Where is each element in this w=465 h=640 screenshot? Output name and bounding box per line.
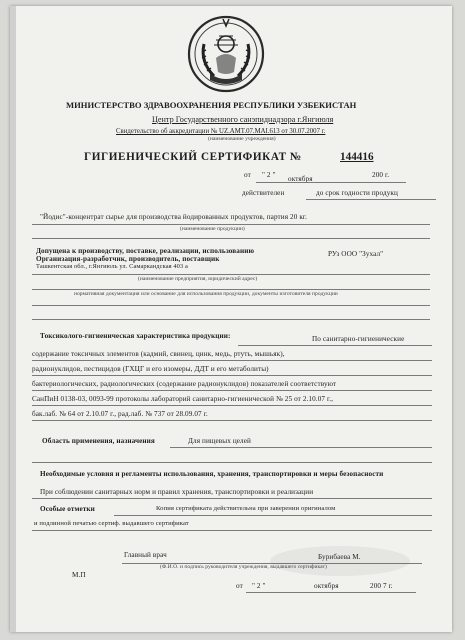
- permitted-line-3: Ташкентская обл., г.Янгиюль ул. Самаркандская 403 а: [36, 263, 188, 270]
- copy-edge-shadow: [10, 6, 16, 632]
- conditions-label: Необходимые условия и регламенты использования, хранения, транспортировки и меры безопасности: [40, 470, 384, 478]
- notes-line-2: и подлинной печатью сертиф. выдавшего сертификат: [34, 520, 189, 527]
- product-name: "Йодис"-концентрат сырье для производства йодированных продуктов, партия 20 кг.: [40, 213, 308, 221]
- bottom-date-year: 200 7 г.: [370, 582, 393, 590]
- product-caption: (наименование продукции): [180, 226, 245, 232]
- address-caption: (наименование предприятия, юридический адрес): [138, 276, 258, 282]
- company-name: РУз ООО "Зухал": [328, 250, 384, 258]
- characteristics-label: Токсиколого-гигиеническая характеристика продукции:: [40, 332, 231, 340]
- characteristics-line: СанПиН 0138-03, 0093-99 протоколы лабораторий санитарно-гигиенической № 25 от 2.10.07 г.,: [32, 395, 334, 403]
- signer-role: Главный врач: [124, 551, 167, 559]
- characteristics-line: бактериологических, радиологических (содержание радионуклидов) показателей соответствуют: [32, 380, 337, 388]
- signer-caption: (Ф.И.О. и подпись руководителя учреждения, выдавшего сертификат): [160, 564, 327, 570]
- certificate-sheet: [10, 6, 452, 632]
- stamp-place: М.П: [72, 571, 86, 579]
- date-prefix: от: [244, 171, 251, 179]
- ministry-heading: МИНИСТЕРСТВО ЗДРАВООХРАНЕНИЯ РЕСПУБЛИКИ УЗБЕКИСТАН: [66, 100, 357, 110]
- date-year: 200 г.: [372, 171, 390, 179]
- center-name: Центр Государственного санэпиднадзора г.Янгиюля: [152, 115, 334, 124]
- characteristics-line: бак.лаб. № 64 от 2.10.07 г., рад.лаб. № 737 от 28.09.07 г.: [32, 410, 208, 418]
- accreditation-caption: (наименование учреждения): [208, 136, 276, 142]
- signer-name: Бурибаева М.: [318, 553, 361, 561]
- conditions-value: При соблюдении санитарных норм и правил хранения, транспортировки и реализации: [40, 488, 314, 496]
- date-month: октября: [288, 175, 313, 183]
- normative-caption: нормативная документация или основание для использования продукции, документы изготовителя продукции: [74, 291, 338, 297]
- uzbekistan-emblem-icon: [186, 14, 266, 94]
- characteristics-lead: По санитарно-гигиенические: [312, 335, 405, 343]
- bottom-date-prefix: от: [236, 582, 243, 590]
- permitted-line-1: Допущена к производству, поставке, реализации, использованию: [36, 247, 255, 255]
- certificate-title: ГИГИЕНИЧЕСКИЙ СЕРТИФИКАТ №: [84, 151, 302, 163]
- accreditation-line: Свидетельство об аккредитации № UZ.AMT.07.MAI.613 от 30.07.2007 г.: [116, 128, 326, 135]
- notes-value: Копия сертификата действительна при заверении оригиналом: [156, 505, 336, 512]
- characteristics-line: радионуклидов, пестицидов (ГХЦГ и его изомеры, ДДТ и его метаболиты): [32, 365, 269, 373]
- validity-label: действителен: [242, 189, 285, 197]
- validity-value: до срок годности продукц: [316, 189, 398, 197]
- notes-label: Особые отметки: [40, 505, 95, 513]
- permitted-line-2: Организация-разработчик, производитель, поставщик: [36, 255, 220, 263]
- date-day: " 2 ": [262, 171, 276, 179]
- bottom-date-month: октября: [314, 582, 339, 590]
- scope-value: Для пищевых целей: [188, 437, 251, 445]
- scope-label: Область применения, назначения: [42, 437, 155, 445]
- characteristics-line: содержание токсичных элементов (кадмий, свинец, цинк, медь, ртуть, мышьяк),: [32, 350, 285, 358]
- bottom-date-day: " 2 ": [252, 582, 266, 590]
- certificate-number: 144416: [340, 151, 374, 163]
